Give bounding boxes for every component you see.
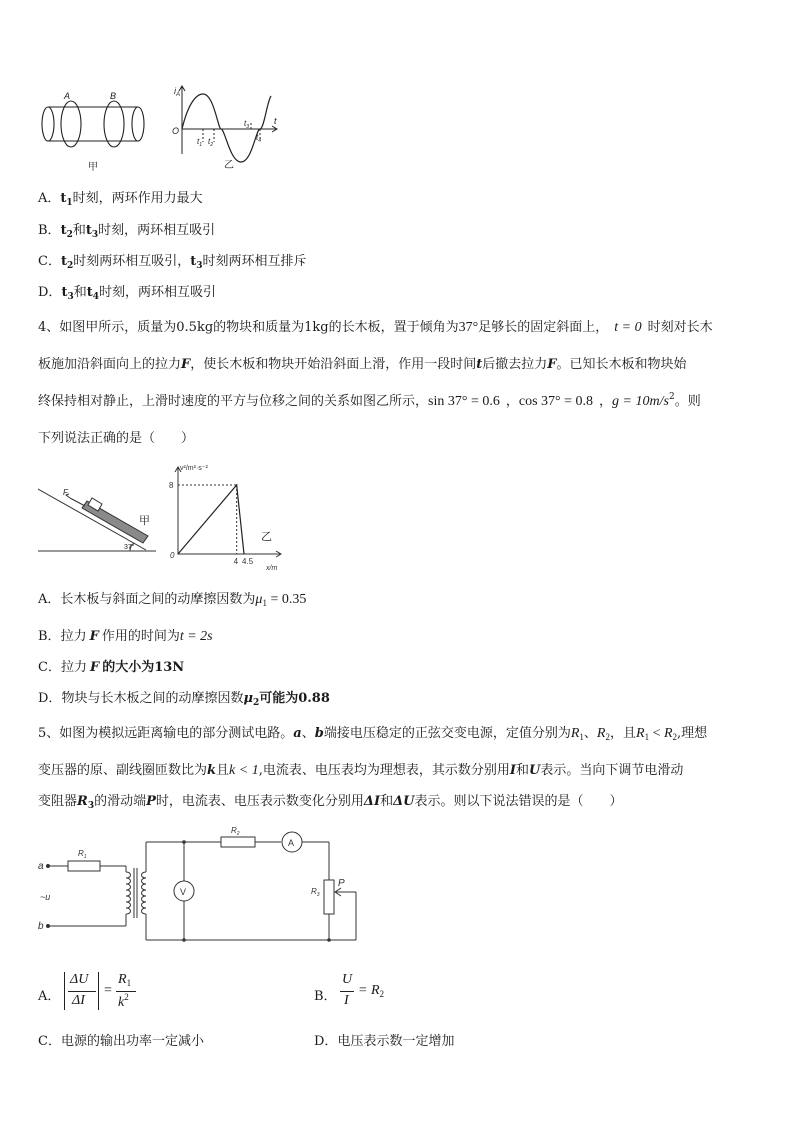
data-point	[243, 553, 244, 554]
r1-label: $R_1$	[78, 849, 87, 860]
y-axis-label: v²/m²·s⁻²	[180, 465, 208, 472]
y-tick-label: 8	[169, 480, 174, 490]
q4-option-a[interactable]: A．长木板与斜面之间的动摩擦因数为$\mu_1 = 0.35$	[38, 592, 307, 608]
ring-b-label: B	[110, 91, 117, 101]
chart-caption: 乙	[261, 531, 272, 543]
x-axis-label: x/m	[266, 565, 278, 572]
t1-label: $t_1$	[197, 137, 203, 148]
ammeter-label: A	[288, 838, 295, 848]
slider-label: P	[338, 878, 345, 889]
resistor-r2	[221, 837, 255, 847]
data-point	[236, 484, 237, 485]
ring-a-label: A	[64, 91, 71, 101]
q4-stem-line-2: 板施加沿斜面向上的拉力F，使长木板和物块开始沿斜面上滑，作用一段时间t后撤去拉力F。已知长木板和物块始	[38, 357, 687, 372]
x-tick-label: 4.5	[242, 557, 254, 566]
q4-stem-line-3: 终保持相对静止，上滑时速度的平方与位移之间的关系如图乙所示，sin 37° = 0.6 ，cos 37° = 0.8 ，$g = 10m/s^2$。则	[38, 392, 701, 409]
q3-option-b[interactable]: B．$t_2$和$t_3$时刻，两环相互吸引	[38, 223, 216, 240]
cylinder-diagram	[42, 101, 144, 147]
t2-label: $t_2$	[208, 137, 214, 148]
x-tick-label: 4	[233, 557, 239, 566]
data-point	[177, 553, 178, 554]
series-line	[178, 485, 244, 554]
q4-option-b[interactable]: B．拉力 F 作用的时间为t = 2s	[38, 629, 213, 644]
q5-stem-line-1: 5、如图为模拟远距离输电的部分测试电路。a、b端接电压稳定的正弦交变电源，定值分别为$R_1$、$R_2$，且$R_1 < R_2$,理想	[38, 726, 708, 742]
q5-option-b[interactable]: B． U I = $R_2$	[314, 972, 384, 1008]
q4-stem-line-1: 4、如图甲所示，质量为0.5kg的物块和质量为1kg的长木板，置于倾角为37°足够长的固定斜面上， t = 0 时刻对长木	[38, 320, 713, 335]
current-axis-label: $i_A$	[174, 86, 181, 98]
q5-option-a[interactable]: A． ΔU ΔI = $R_1$ $k^2$	[38, 970, 298, 1014]
incline-caption: 甲	[139, 515, 150, 527]
current-graph	[179, 86, 277, 162]
origin-label: O	[172, 126, 180, 136]
q3-option-c[interactable]: C．$t_2$时刻两环相互吸引，$t_3$时刻两环相互排斥	[38, 254, 307, 271]
r3-label: $R_3$	[311, 887, 320, 898]
q3-option-a[interactable]: A．$t_1$时刻，两环作用力最大	[38, 191, 203, 208]
t4-label: $t_4$	[256, 133, 262, 144]
terminal-a-label: a	[38, 861, 44, 872]
q3-option-d[interactable]: D．$t_3$和$t_4$时刻，两环相互吸引	[38, 285, 217, 302]
v2-x-chart	[169, 465, 281, 572]
ring-b	[104, 101, 124, 147]
rheostat-r3	[324, 880, 334, 914]
angle-label: 37°	[124, 544, 135, 551]
terminal-b-label: b	[38, 921, 44, 932]
q4-option-d[interactable]: D．物块与长木板之间的动摩擦因数$\mu_2$可能为0.88	[38, 691, 330, 708]
q5-option-d[interactable]: D．电压表示数一定增加	[314, 1034, 455, 1049]
voltmeter-label: V	[180, 887, 187, 897]
ring-a	[61, 101, 81, 147]
q5-stem-line-2: 变压器的原、副线圈匝数比为k且k < 1,电流表、电压表均为理想表，其示数分别用I和U表示。当向下调节电滑动	[38, 763, 684, 778]
source-label: ~u	[40, 892, 51, 902]
q4-figure	[38, 462, 288, 577]
q4-option-c[interactable]: C．拉力 F 的大小为13N	[38, 660, 185, 675]
r2-label: $R_2$	[231, 826, 240, 837]
right-figure-caption: 乙	[224, 160, 234, 171]
q5-option-c[interactable]: C．电源的输出功率一定减小	[38, 1034, 204, 1049]
q4-stem-line-4: 下列说法正确的是（ ）	[38, 431, 195, 446]
circuit-diagram	[38, 822, 378, 947]
q3-figure	[38, 82, 288, 174]
left-figure-caption: 甲	[88, 162, 98, 173]
force-label: F	[63, 488, 68, 497]
origin-label: 0	[170, 551, 175, 560]
resistor-r1	[68, 861, 100, 871]
time-axis-label: t	[274, 116, 277, 126]
q5-stem-line-3: 变阻器$R_3$的滑动端P时，电流表、电压表示数变化分别用ΔI和ΔU表示。则以下说法错误的是（ ）	[38, 794, 623, 811]
t3-label: $t_3$	[244, 119, 250, 130]
